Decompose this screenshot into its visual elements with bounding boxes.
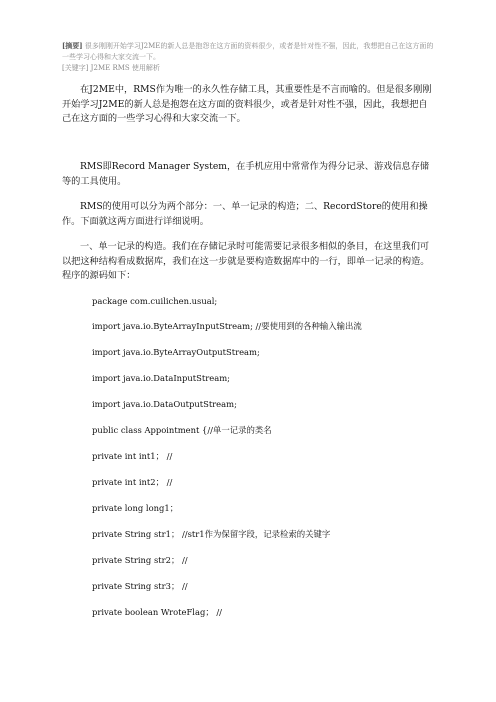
abstract-block xyxy=(62,40,434,63)
code-line: private String str1； //str1作为保留字段，记录检索的关键字 xyxy=(92,529,331,539)
code-line: import java.io.DataInputStream; xyxy=(92,373,230,383)
code-line: import java.io.ByteArrayOutputStream; xyxy=(92,347,260,357)
code-line: private int int1； // xyxy=(92,451,173,461)
single-record-paragraph: 一、单一记录的构造。我们在存储记录时可能需要记录很多相似的条目，在这里我们可以把这种结构看成数据库，我们在这一步就是要构造数据库中的一行，即单一记录的构造。程序的源码如下： xyxy=(62,241,430,281)
code-line: private boolean WroteFlag； // xyxy=(92,607,223,617)
code-line: public class Appointment {//单一记录的类名 xyxy=(92,425,272,435)
code-line: private String str2； // xyxy=(92,555,188,565)
code-line: private long long1； xyxy=(92,503,179,513)
rms-usage-paragraph: RMS的使用可以分为两个部分：一、单一记录的构造；二、RecordStore的使用和操作。下面就这两方面进行详细说明。 xyxy=(62,201,428,227)
code-line: import java.io.ByteArrayInputStream; //要使用到的各种输入输出流 xyxy=(92,321,362,331)
abstract-tag: [摘要] xyxy=(62,41,83,50)
keywords-line: [关键字] J2ME RMS 使用解析 xyxy=(62,64,160,72)
code-line: import java.io.DataOutputStream; xyxy=(92,399,237,409)
code-line: package com.cuilichen.usual; xyxy=(92,296,218,306)
code-line: private int int2； // xyxy=(92,477,173,487)
rms-definition-paragraph: RMS即Record Manager System，在手机应用中常常作为得分记录、游戏信息存储等的工具使用。 xyxy=(62,161,430,187)
code-line: private String str3； // xyxy=(92,581,188,591)
abstract-text: 很多刚刚开始学习J2ME的新人总是抱怨在这方面的资料很少，或者是针对性不强，因此，我想把自己在这方面的一些学习心得和大家交流一下。 xyxy=(62,42,434,61)
intro-paragraph: 在J2ME中，RMS作为唯一的永久性存储工具，其重要性是不言而喻的。但是很多刚刚开始学习J2ME的新人总是抱怨在这方面的资料很少，或者是针对性不强，因此，我想把自己在这方面的一些学习心得和大家交流一下。 xyxy=(62,84,432,124)
